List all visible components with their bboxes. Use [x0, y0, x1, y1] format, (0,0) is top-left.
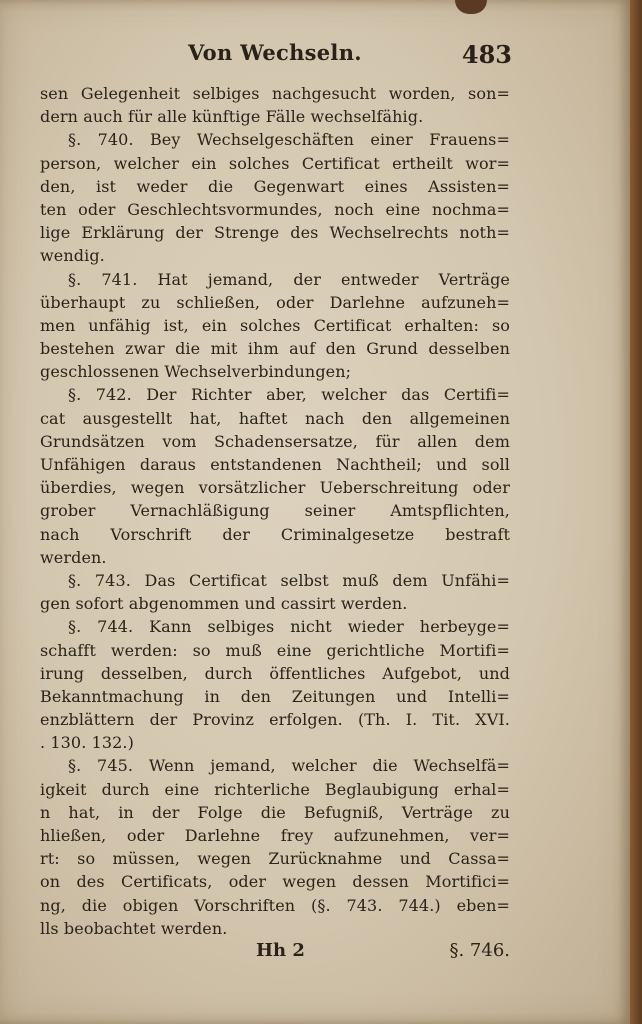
book-edge [630, 0, 642, 1024]
running-head: Von Wechseln. [188, 40, 362, 65]
text-line: Grundsätzen vom Schadensersatze, für allen dem [40, 431, 510, 451]
text-line: geschlossenen Wechselverbindungen; [40, 362, 352, 382]
text-line: dern auch für alle künftige Fälle wechselfähig. [40, 107, 424, 127]
text-line: §. 741. Hat jemand, der entweder Verträge [68, 269, 510, 289]
text-line: Bekanntmachung in den Zeitungen und Intelli= [40, 686, 510, 706]
text-line: bestehen zwar die mit ihm auf den Grund desselben [40, 339, 510, 359]
text-line: den, ist weder die Gegenwart eines Assisten= [40, 176, 510, 196]
text-line: §. 742. Der Richter aber, welcher das Certifi= [68, 385, 510, 405]
text-line: ten oder Geschlechtsvormundes, noch eine nochma= [40, 199, 510, 219]
text-line: §. 744. Kann selbiges nicht wieder herbeyge= [68, 617, 510, 637]
text-line: grober Vernachläßigung seiner Amtspflichten, [40, 501, 510, 521]
signature-mark: Hh 2 [256, 940, 305, 961]
text-line: n hat, in der Folge die Befugniß, Verträge zu [40, 802, 510, 822]
text-line: rt: so müssen, wegen Zurücknahme und Cassa= [40, 849, 510, 869]
text-line: §. 745. Wenn jemand, welcher die Wechselfä= [68, 756, 510, 776]
ink-stain [455, 0, 487, 14]
text-line: . 130. 132.) [40, 733, 134, 753]
text-line: werden. [40, 547, 107, 567]
text-line: ng, die obigen Vorschriften (§. 743. 744.) eben= [40, 895, 510, 915]
text-line: schafft werden: so muß eine gerichtliche Mortifi= [40, 640, 510, 660]
text-line: überdies, wegen vorsätzlicher Ueberschreitung oder [40, 478, 510, 498]
page-footer [40, 940, 510, 970]
text-line: hließen, oder Darlehne frey aufzunehmen, ver= [40, 826, 510, 845]
text-line: men unfähig ist, ein solches Certificat erhalten: so [40, 315, 510, 335]
text-line: on des Certificats, oder wegen dessen Mortifici= [40, 872, 510, 892]
text-line: lls beobachtet werden. [40, 918, 228, 938]
text-line: cat ausgestellt hat, haftet nach den allgemeinen [40, 408, 510, 428]
page-number: 483 [461, 40, 512, 69]
text-line: überhaupt zu schließen, oder Darlehne aufzuneh= [40, 292, 510, 312]
page-header [40, 38, 510, 72]
text-line: nach Vorschrift der Criminalgesetze bestraft [40, 524, 510, 544]
text-line: gen sofort abgenommen und cassirt werden. [40, 594, 408, 614]
text-line: igkeit durch eine richterliche Beglaubigung erhal= [40, 779, 510, 799]
text-line: enzblättern der Provinz erfolgen. (Th. I. Tit. XVI. [40, 710, 510, 730]
text-line: person, welcher ein solches Certificat ertheilt wor= [40, 153, 510, 173]
text-line: Unfähigen daraus entstandenen Nachtheil; und soll [40, 455, 510, 474]
text-line: §. 743. Das Certificat selbst muß dem Unfähi= [68, 570, 510, 590]
body-text [40, 82, 510, 940]
text-line: irung desselben, durch öffentliches Aufgebot, und [40, 663, 510, 683]
text-line: lige Erklärung der Strenge des Wechselrechts noth= [40, 223, 510, 243]
text-line: §. 740. Bey Wechselgeschäften einer Frauens= [68, 130, 510, 150]
catchword: §. 746. [449, 940, 510, 961]
text-line: sen Gelegenheit selbiges nachgesucht worden, son= [40, 84, 510, 103]
text-line: wendig. [40, 246, 105, 266]
